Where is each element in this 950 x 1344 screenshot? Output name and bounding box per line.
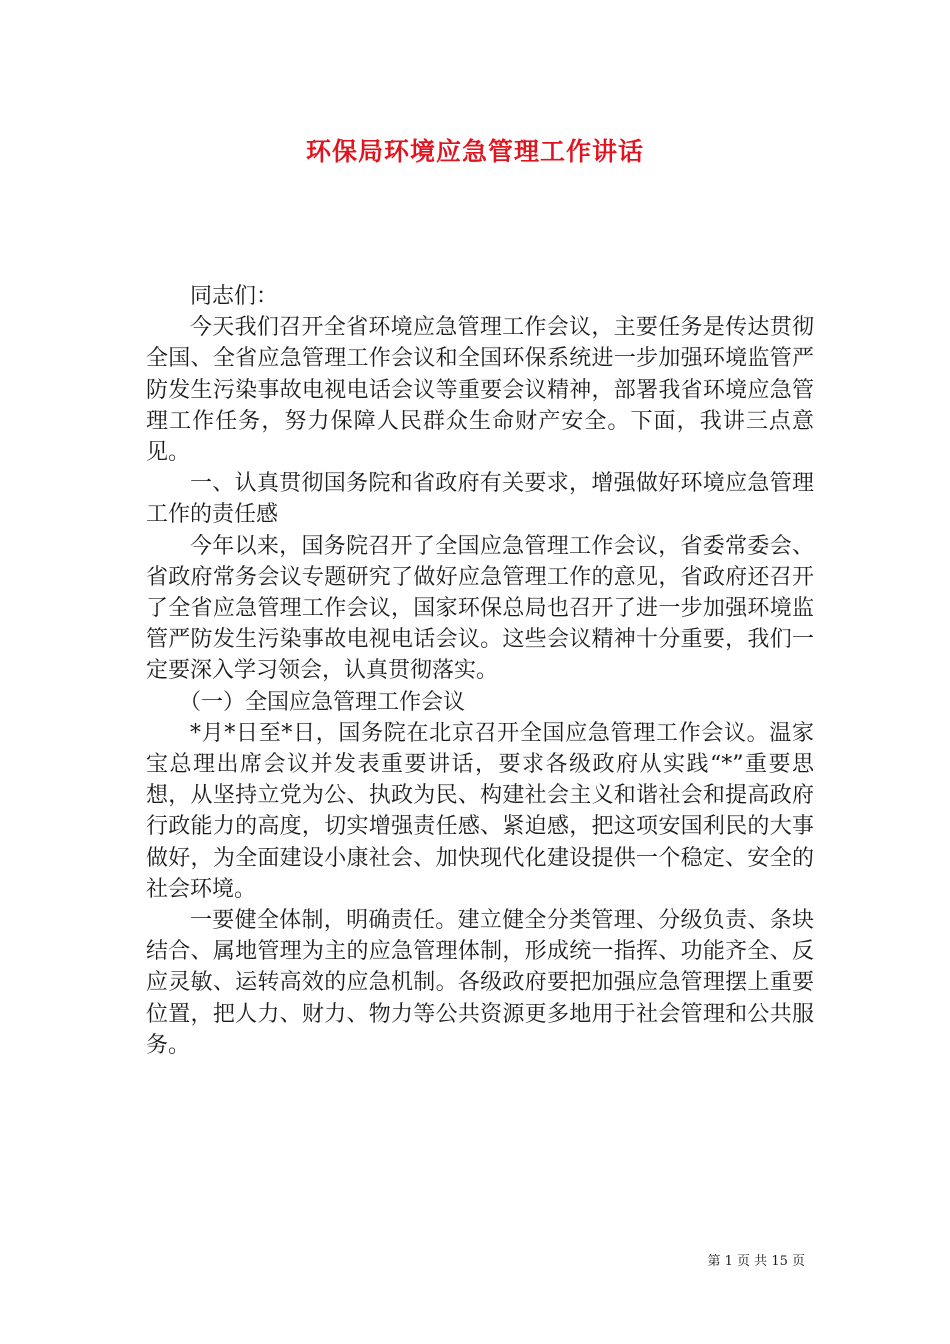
document-body [146,281,814,1061]
paragraph-national-meeting: *月*日至*日，国务院在北京召开全国应急管理工作会议。温家宝总理出席会议并发表重要讲话，要求各级政府从实践“*”重要思想，从坚持立党为公、执政为民、构建社会主义和谐社会和提高政府行政能力的高度，切实增强责任感、紧迫感，把这项安国利民的大事做好，为全面建设小康社会、加快现代化建设提供一个稳定、安全的社会环境。 [146,720,814,902]
page-number-footer: 第 1 页 共 15 页 [707,1254,805,1269]
sub-heading-national-meeting: （一）全国应急管理工作会议 [179,689,466,715]
salutation: 同志们： [190,284,279,309]
paragraph-context: 今年以来，国务院召开了全国应急管理工作会议，省委常委会、省政府常务会议专题研究了做好应急管理工作的意见，省政府还召开了全省应急管理工作会议，国家环保总局也召开了进一步加强环境监管严防发生污染事故电视电话会议。这些会议精神十分重要，我们一定要深入学习领会，认真贯彻落实。 [146,533,814,684]
paragraph-system-responsibility: 一要健全体制，明确责任。建立健全分类管理、分级负责、条块结合、属地管理为主的应急管理体制，形成统一指挥、功能齐全、反应灵敏、运转高效的应急机制。各级政府要把加强应急管理摆上重要位置，把人力、财力、物力等公共资源更多地用于社会管理和公共服务。 [146,908,814,1058]
paragraph-intro: 今天我们召开全省环境应急管理工作会议，主要任务是传达贯彻全国、全省应急管理工作会议和全国环保系统进一步加强环境监管严防发生污染事故电视电话会议等重要会议精神，部署我省环境应急管理工作任务，努力保障人民群众生命财产安全。下面，我讲三点意见。 [146,315,814,466]
section-heading-1: 一、认真贯彻国务院和省政府有关要求，增强做好环境应急管理工作的责任感 [146,471,814,528]
document-title: 环保局环境应急管理工作讲话 [305,137,644,166]
